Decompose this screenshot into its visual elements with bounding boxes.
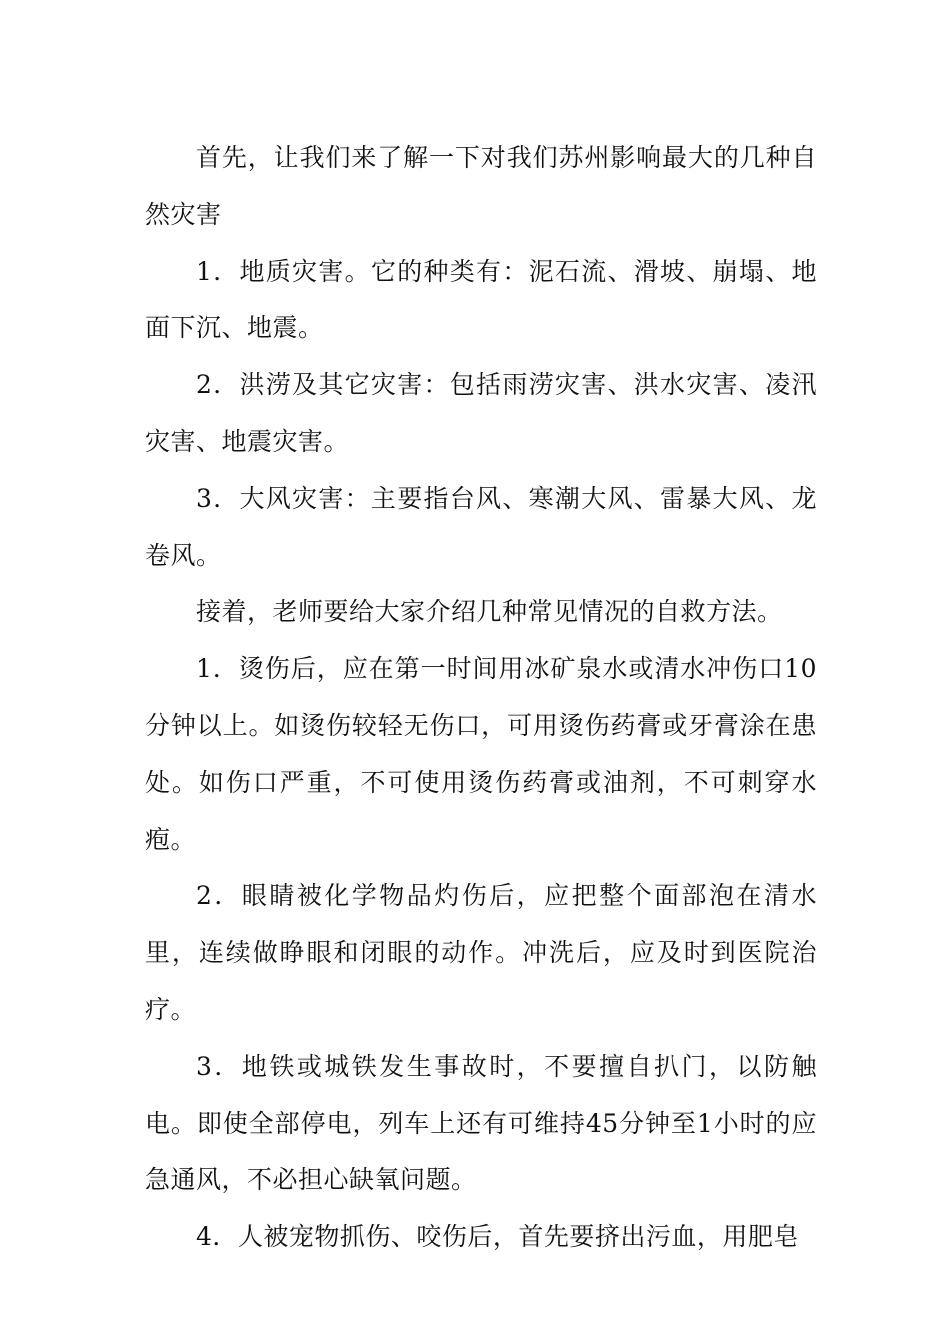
paragraph-burn-treatment: 1．烫伤后，应在第一时间用冰矿泉水或清水冲伤口10分钟以上。如烫伤较轻无伤口，可用烫伤药膏或牙膏涂在患处。如伤口严重，不可使用烫伤药膏或油剂，不可刺穿水疱。 [145,654,817,854]
paragraph-geological-disasters: 1．地质灾害。它的种类有：泥石流、滑坡、崩塌、地面下沉、地震。 [145,256,817,343]
document-body [145,130,817,1266]
paragraph-wind-disasters: 3．大风灾害：主要指台风、寒潮大风、雷暴大风、龙卷风。 [145,483,817,570]
paragraph-pet-bite: 4．人被宠物抓伤、咬伤后，首先要挤出污血，用肥皂 [196,1222,799,1252]
paragraph-self-rescue-intro: 接着，老师要给大家介绍几种常见情况的自救方法。 [196,597,783,627]
paragraph-intro: 首先，让我们来了解一下对我们苏州影响最大的几种自然灾害 [145,143,817,229]
paragraph-flood-disasters: 2．洪涝及其它灾害：包括雨涝灾害、洪水灾害、凌汛灾害、地震灾害。 [145,370,817,456]
paragraph-eye-chemical-burn: 2．眼睛被化学物品灼伤后，应把整个面部泡在清水里，连续做睁眼和闭眼的动作。冲洗后，应及时到医院治疗。 [145,881,817,1024]
paragraph-subway-accident: 3．地铁或城铁发生事故时，不要擅自扒门，以防触电。即使全部停电，列车上还有可维持45分钟至1小时的应急通风，不必担心缺氧问题。 [145,1051,817,1195]
